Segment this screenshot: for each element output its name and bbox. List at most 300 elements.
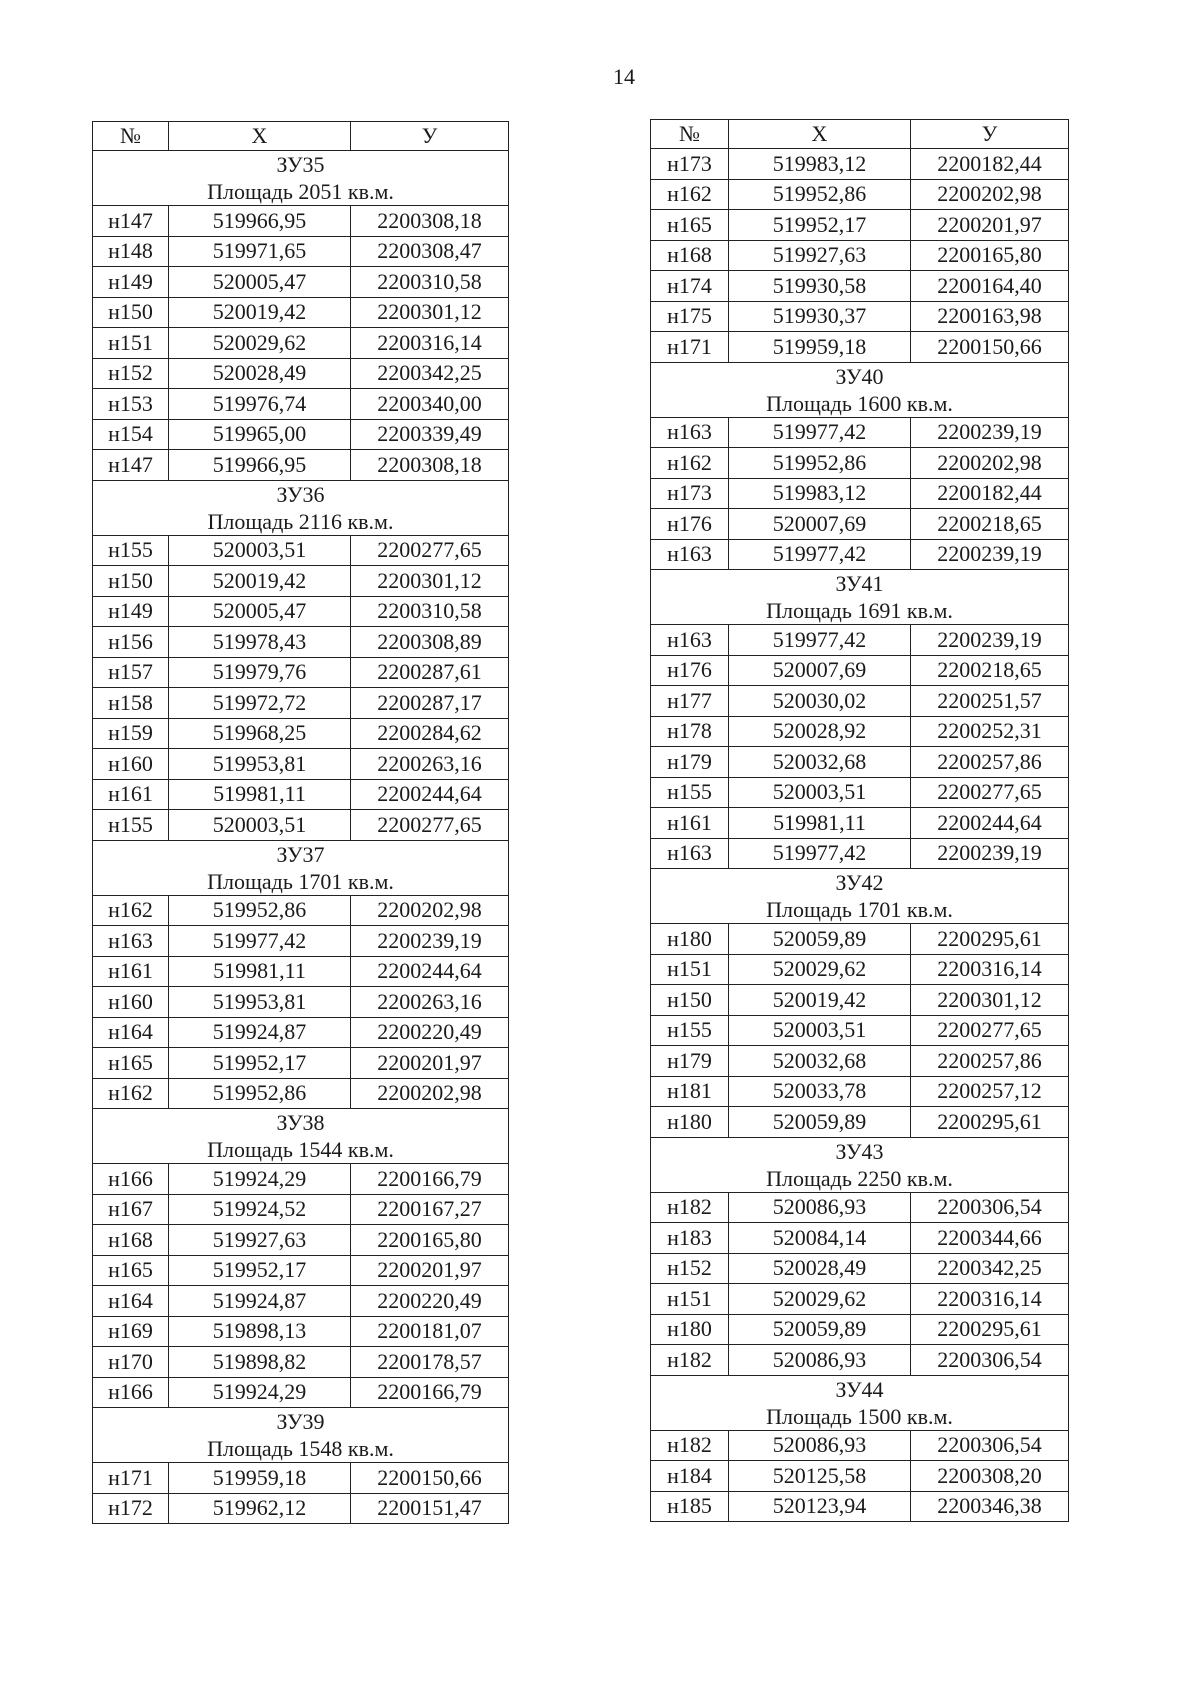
point-number: н162: [93, 895, 169, 926]
x-coordinate: 519983,12: [729, 478, 911, 509]
x-coordinate: 520059,89: [729, 924, 911, 955]
y-coordinate: 2200220,49: [351, 1286, 509, 1317]
x-coordinate: 519977,42: [729, 417, 911, 448]
x-coordinate: 519898,13: [169, 1316, 351, 1347]
table-row: [93, 926, 509, 957]
point-number: н153: [93, 389, 169, 420]
y-coordinate: 2200166,79: [351, 1377, 509, 1408]
y-coordinate: 2200244,64: [351, 956, 509, 987]
y-coordinate: 2200316,14: [911, 954, 1069, 985]
section-header-row: [93, 1408, 509, 1463]
y-coordinate: 2200295,61: [911, 924, 1069, 955]
table-row: [651, 1076, 1069, 1107]
x-coordinate: 519959,18: [729, 332, 911, 363]
x-coordinate: 520123,94: [729, 1491, 911, 1522]
section-area: Площадь 2051 кв.м.: [207, 179, 394, 204]
x-coordinate: 519952,86: [169, 895, 351, 926]
point-number: н161: [93, 779, 169, 810]
y-coordinate: 2200284,62: [351, 718, 509, 749]
y-coordinate: 2200164,40: [911, 271, 1069, 302]
point-number: н155: [651, 777, 729, 808]
table-row: [93, 1377, 509, 1408]
y-coordinate: 2200287,61: [351, 657, 509, 688]
point-number: н171: [651, 332, 729, 363]
table-row: [651, 1046, 1069, 1077]
point-number: н162: [93, 1078, 169, 1109]
point-number: н147: [93, 450, 169, 481]
table-row: [651, 179, 1069, 210]
table-row: [651, 1461, 1069, 1492]
y-coordinate: 2200263,16: [351, 987, 509, 1018]
x-coordinate: 520125,58: [729, 1461, 911, 1492]
y-coordinate: 2200163,98: [911, 301, 1069, 332]
table-row: [651, 448, 1069, 479]
x-coordinate: 519953,81: [169, 987, 351, 1018]
x-coordinate: 520003,51: [729, 1015, 911, 1046]
section-name: ЗУ41: [835, 571, 884, 596]
point-number: н178: [651, 716, 729, 747]
x-coordinate: 519953,81: [169, 749, 351, 780]
point-number: н160: [93, 987, 169, 1018]
y-coordinate: 2200150,66: [911, 332, 1069, 363]
table-row: [651, 838, 1069, 869]
y-coordinate: 2200202,98: [351, 1078, 509, 1109]
y-coordinate: 2200344,66: [911, 1223, 1069, 1254]
table-row: [651, 747, 1069, 778]
point-number: н155: [93, 810, 169, 841]
table-row: [651, 1314, 1069, 1345]
column-header-y: У: [911, 120, 1069, 149]
point-number: н169: [93, 1316, 169, 1347]
table-row: [93, 779, 509, 810]
y-coordinate: 2200182,44: [911, 478, 1069, 509]
point-number: н151: [651, 1284, 729, 1315]
y-coordinate: 2200244,64: [351, 779, 509, 810]
point-number: н150: [93, 566, 169, 597]
y-coordinate: 2200316,14: [911, 1284, 1069, 1315]
y-coordinate: 2200340,00: [351, 389, 509, 420]
point-number: н158: [93, 688, 169, 719]
column-header-number: №: [651, 120, 729, 149]
x-coordinate: 520019,42: [169, 297, 351, 328]
section-header-row: [651, 1375, 1069, 1430]
section-header-row: [93, 840, 509, 895]
x-coordinate: 519971,65: [169, 236, 351, 267]
x-coordinate: 519977,42: [729, 838, 911, 869]
x-coordinate: 519952,17: [169, 1255, 351, 1286]
point-number: н162: [651, 448, 729, 479]
x-coordinate: 520003,51: [169, 535, 351, 566]
section-name: ЗУ42: [835, 870, 884, 895]
table-row: [93, 1164, 509, 1195]
table-row: [93, 1225, 509, 1256]
x-coordinate: 520028,49: [729, 1253, 911, 1284]
section-header: [93, 480, 509, 535]
point-number: н184: [651, 1461, 729, 1492]
section-area: Площадь 1701 кв.м.: [766, 897, 953, 922]
x-coordinate: 519930,37: [729, 301, 911, 332]
section-header-row: [93, 480, 509, 535]
point-number: н155: [93, 535, 169, 566]
x-coordinate: 519981,11: [169, 956, 351, 987]
section-name: ЗУ39: [276, 1409, 325, 1434]
table-row: [651, 149, 1069, 180]
x-coordinate: 520019,42: [729, 985, 911, 1016]
point-number: н180: [651, 924, 729, 955]
table-row: [651, 985, 1069, 1016]
y-coordinate: 2200151,47: [351, 1493, 509, 1524]
section-header: [651, 1137, 1069, 1192]
table-row: [93, 1194, 509, 1225]
table-row: [651, 716, 1069, 747]
table-row: [651, 301, 1069, 332]
table-row: [93, 657, 509, 688]
y-coordinate: 2200165,80: [351, 1225, 509, 1256]
x-coordinate: 519966,95: [169, 206, 351, 237]
section-area: Площадь 1548 кв.м.: [207, 1436, 394, 1461]
x-coordinate: 520005,47: [169, 596, 351, 627]
y-coordinate: 2200218,65: [911, 655, 1069, 686]
point-number: н149: [93, 596, 169, 627]
table-row: [651, 1253, 1069, 1284]
y-coordinate: 2200342,25: [911, 1253, 1069, 1284]
table-row: [651, 1345, 1069, 1376]
point-number: н165: [651, 210, 729, 241]
y-coordinate: 2200251,57: [911, 686, 1069, 717]
table-row: [651, 417, 1069, 448]
point-number: н172: [93, 1493, 169, 1524]
y-coordinate: 2200346,38: [911, 1491, 1069, 1522]
point-number: н177: [651, 686, 729, 717]
x-coordinate: 519972,72: [169, 688, 351, 719]
section-name: ЗУ43: [835, 1138, 884, 1164]
point-number: н152: [651, 1253, 729, 1284]
x-coordinate: 520007,69: [729, 655, 911, 686]
coordinates-table-left: [92, 121, 509, 1524]
point-number: н163: [93, 926, 169, 957]
section-header-row: [651, 362, 1069, 417]
x-coordinate: 519924,29: [169, 1164, 351, 1195]
section-area: Площадь 1600 кв.м.: [766, 390, 953, 416]
table-row: [651, 625, 1069, 656]
y-coordinate: 2200308,18: [351, 206, 509, 237]
point-number: н148: [93, 236, 169, 267]
x-coordinate: 520029,62: [169, 328, 351, 359]
table-row: [93, 688, 509, 719]
table-row: [93, 895, 509, 926]
point-number: н150: [651, 985, 729, 1016]
point-number: н182: [651, 1192, 729, 1223]
point-number: н166: [93, 1377, 169, 1408]
table-row: [651, 1107, 1069, 1138]
y-coordinate: 2200342,25: [351, 358, 509, 389]
x-coordinate: 520086,93: [729, 1430, 911, 1461]
section-name: ЗУ44: [835, 1376, 884, 1402]
x-coordinate: 520086,93: [729, 1345, 911, 1376]
table-row: [93, 566, 509, 597]
point-number: н173: [651, 478, 729, 509]
y-coordinate: 2200301,12: [351, 297, 509, 328]
table-row: [651, 240, 1069, 271]
section-name: ЗУ40: [835, 363, 884, 389]
point-number: н164: [93, 1017, 169, 1048]
table-row: [93, 749, 509, 780]
table-row: [93, 1316, 509, 1347]
table-row: [651, 210, 1069, 241]
x-coordinate: 520003,51: [169, 810, 351, 841]
y-coordinate: 2200201,97: [911, 210, 1069, 241]
y-coordinate: 2200202,98: [351, 895, 509, 926]
x-coordinate: 520059,89: [729, 1107, 911, 1138]
column-header-row: [93, 122, 509, 151]
x-coordinate: 519965,00: [169, 419, 351, 450]
point-number: н160: [93, 749, 169, 780]
point-number: н151: [651, 954, 729, 985]
y-coordinate: 2200316,14: [351, 328, 509, 359]
section-area: Площадь 1691 кв.м.: [766, 598, 953, 623]
table-row: [93, 419, 509, 450]
table-row: [93, 206, 509, 237]
table-row: [93, 1347, 509, 1378]
table-row: [93, 535, 509, 566]
y-coordinate: 2200339,49: [351, 419, 509, 450]
point-number: н179: [651, 1046, 729, 1077]
table-row: [651, 954, 1069, 985]
y-coordinate: 2200277,65: [911, 777, 1069, 808]
y-coordinate: 2200310,58: [351, 267, 509, 298]
table-row: [93, 450, 509, 481]
table-row: [651, 924, 1069, 955]
table-row: [93, 1078, 509, 1109]
y-coordinate: 2200295,61: [911, 1314, 1069, 1345]
x-coordinate: 520032,68: [729, 747, 911, 778]
y-coordinate: 2200166,79: [351, 1164, 509, 1195]
section-header: [651, 362, 1069, 417]
table-row: [93, 1255, 509, 1286]
table-row: [93, 297, 509, 328]
x-coordinate: 519952,17: [169, 1048, 351, 1079]
y-coordinate: 2200310,58: [351, 596, 509, 627]
point-number: н180: [651, 1314, 729, 1345]
table-row: [651, 1192, 1069, 1223]
table-row: [93, 987, 509, 1018]
point-number: н170: [93, 1347, 169, 1378]
y-coordinate: 2200181,07: [351, 1316, 509, 1347]
y-coordinate: 2200306,54: [911, 1430, 1069, 1461]
y-coordinate: 2200239,19: [911, 539, 1069, 570]
x-coordinate: 520003,51: [729, 777, 911, 808]
y-coordinate: 2200308,20: [911, 1461, 1069, 1492]
y-coordinate: 2200167,27: [351, 1194, 509, 1225]
y-coordinate: 2200306,54: [911, 1192, 1069, 1223]
x-coordinate: 519930,58: [729, 271, 911, 302]
point-number: н161: [651, 808, 729, 839]
x-coordinate: 519966,95: [169, 450, 351, 481]
x-coordinate: 520032,68: [729, 1046, 911, 1077]
point-number: н166: [93, 1164, 169, 1195]
x-coordinate: 519968,25: [169, 718, 351, 749]
table-row: [651, 509, 1069, 540]
table-row: [651, 332, 1069, 363]
section-header-row: [651, 570, 1069, 625]
section-area: Площадь 2116 кв.м.: [207, 508, 394, 534]
x-coordinate: 519924,29: [169, 1377, 351, 1408]
x-coordinate: 520086,93: [729, 1192, 911, 1223]
section-area: Площадь 1544 кв.м.: [207, 1137, 394, 1162]
table-row: [651, 777, 1069, 808]
x-coordinate: 519952,86: [729, 179, 911, 210]
table-row: [651, 1491, 1069, 1522]
section-name: ЗУ35: [276, 152, 325, 177]
table-row: [93, 1286, 509, 1317]
y-coordinate: 2200301,12: [911, 985, 1069, 1016]
point-number: н181: [651, 1076, 729, 1107]
x-coordinate: 520005,47: [169, 267, 351, 298]
x-coordinate: 519924,87: [169, 1286, 351, 1317]
section-header-row: [651, 869, 1069, 924]
point-number: н151: [93, 328, 169, 359]
coordinates-table-right: [650, 119, 1069, 1522]
x-coordinate: 519978,43: [169, 627, 351, 658]
y-coordinate: 2200201,97: [351, 1048, 509, 1079]
table-row: [93, 810, 509, 841]
x-coordinate: 520033,78: [729, 1076, 911, 1107]
table-row: [93, 1017, 509, 1048]
y-coordinate: 2200306,54: [911, 1345, 1069, 1376]
section-name: ЗУ37: [276, 841, 325, 867]
x-coordinate: 519976,74: [169, 389, 351, 420]
section-header: [651, 1375, 1069, 1430]
point-number: н165: [93, 1048, 169, 1079]
y-coordinate: 2200239,19: [911, 838, 1069, 869]
x-coordinate: 520059,89: [729, 1314, 911, 1345]
y-coordinate: 2200239,19: [911, 417, 1069, 448]
y-coordinate: 2200239,19: [911, 625, 1069, 656]
section-header: [93, 1109, 509, 1164]
point-number: н183: [651, 1223, 729, 1254]
section-header: [651, 869, 1069, 924]
x-coordinate: 519924,87: [169, 1017, 351, 1048]
y-coordinate: 2200308,18: [351, 450, 509, 481]
table-row: [93, 236, 509, 267]
table-row: [651, 1223, 1069, 1254]
point-number: н182: [651, 1430, 729, 1461]
column-header-row: [651, 120, 1069, 149]
x-coordinate: 519983,12: [729, 149, 911, 180]
table-row: [93, 389, 509, 420]
section-header-row: [93, 1109, 509, 1164]
table-row: [93, 328, 509, 359]
point-number: н176: [651, 509, 729, 540]
x-coordinate: 520028,49: [169, 358, 351, 389]
y-coordinate: 2200244,64: [911, 808, 1069, 839]
x-coordinate: 519924,52: [169, 1194, 351, 1225]
table-row: [651, 686, 1069, 717]
point-number: н171: [93, 1463, 169, 1494]
y-coordinate: 2200218,65: [911, 509, 1069, 540]
table-row: [93, 718, 509, 749]
column-header-x: Х: [729, 120, 911, 149]
y-coordinate: 2200257,86: [911, 1046, 1069, 1077]
y-coordinate: 2200257,12: [911, 1076, 1069, 1107]
y-coordinate: 2200220,49: [351, 1017, 509, 1048]
point-number: н163: [651, 625, 729, 656]
point-number: н154: [93, 419, 169, 450]
point-number: н173: [651, 149, 729, 180]
table-row: [651, 539, 1069, 570]
x-coordinate: 519959,18: [169, 1463, 351, 1494]
point-number: н152: [93, 358, 169, 389]
point-number: н174: [651, 271, 729, 302]
x-coordinate: 519981,11: [729, 808, 911, 839]
table-row: [93, 358, 509, 389]
point-number: н168: [651, 240, 729, 271]
y-coordinate: 2200277,65: [351, 810, 509, 841]
table-row: [93, 1048, 509, 1079]
x-coordinate: 520028,92: [729, 716, 911, 747]
x-coordinate: 519981,11: [169, 779, 351, 810]
table-row: [651, 1015, 1069, 1046]
y-coordinate: 2200287,17: [351, 688, 509, 719]
x-coordinate: 519979,76: [169, 657, 351, 688]
y-coordinate: 2200308,89: [351, 627, 509, 658]
y-coordinate: 2200202,98: [911, 179, 1069, 210]
table-row: [651, 478, 1069, 509]
point-number: н156: [93, 627, 169, 658]
column-header-number: №: [93, 122, 169, 151]
point-number: н168: [93, 1225, 169, 1256]
table-row: [93, 596, 509, 627]
y-coordinate: 2200257,86: [911, 747, 1069, 778]
page-number: 14: [613, 64, 635, 89]
y-coordinate: 2200202,98: [911, 448, 1069, 479]
x-coordinate: 519927,63: [729, 240, 911, 271]
column-header-x: Х: [169, 122, 351, 151]
table-row: [651, 655, 1069, 686]
table-row: [93, 1493, 509, 1524]
y-coordinate: 2200178,57: [351, 1347, 509, 1378]
point-number: н165: [93, 1255, 169, 1286]
point-number: н167: [93, 1194, 169, 1225]
x-coordinate: 520084,14: [729, 1223, 911, 1254]
x-coordinate: 519977,42: [169, 926, 351, 957]
x-coordinate: 519952,17: [729, 210, 911, 241]
y-coordinate: 2200277,65: [351, 535, 509, 566]
point-number: н155: [651, 1015, 729, 1046]
section-header: [651, 570, 1069, 625]
y-coordinate: 2200150,66: [351, 1463, 509, 1494]
x-coordinate: 520029,62: [729, 1284, 911, 1315]
x-coordinate: 519952,86: [169, 1078, 351, 1109]
point-number: н179: [651, 747, 729, 778]
table-row: [651, 271, 1069, 302]
point-number: н180: [651, 1107, 729, 1138]
section-area: Площадь 1701 кв.м.: [207, 868, 394, 894]
y-coordinate: 2200182,44: [911, 149, 1069, 180]
y-coordinate: 2200239,19: [351, 926, 509, 957]
point-number: н163: [651, 539, 729, 570]
x-coordinate: 520029,62: [729, 954, 911, 985]
point-number: н176: [651, 655, 729, 686]
table-row: [93, 956, 509, 987]
section-area: Площадь 1500 кв.м.: [766, 1403, 953, 1429]
point-number: н159: [93, 718, 169, 749]
section-name: ЗУ38: [276, 1110, 325, 1135]
point-number: н149: [93, 267, 169, 298]
x-coordinate: 519962,12: [169, 1493, 351, 1524]
x-coordinate: 519898,82: [169, 1347, 351, 1378]
table-row: [93, 627, 509, 658]
